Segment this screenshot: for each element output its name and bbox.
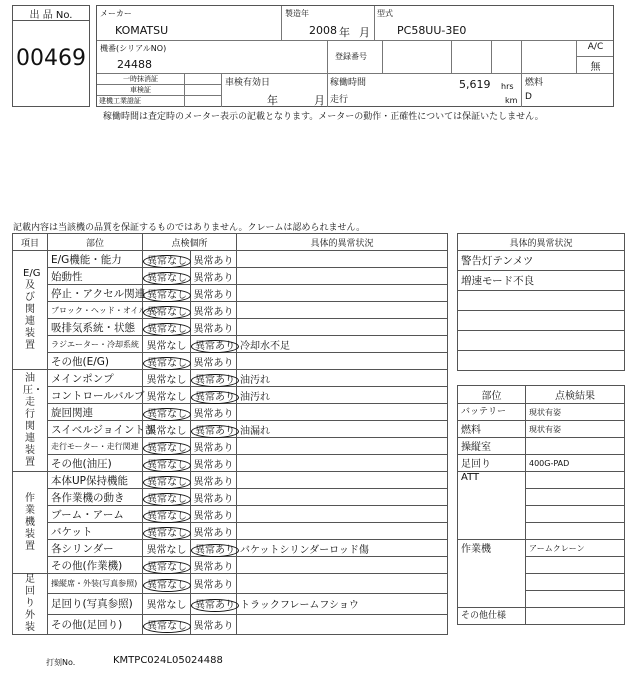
detail-note (237, 472, 448, 489)
hours-value: 5,619 (459, 78, 491, 91)
detail-note (237, 523, 448, 540)
table-row (13, 438, 448, 455)
quality-disclaimer: 記載内容は当該機の品質を保証するものではありません。クレームは認められません。 (13, 223, 366, 233)
result-row (458, 421, 625, 438)
ac-value: 無 (590, 62, 601, 73)
result-part: 足回り (458, 455, 526, 472)
part-name: 走行モーター・走行関連 (48, 438, 143, 455)
option-label: 異常あり (193, 527, 234, 539)
result-value (526, 591, 625, 608)
detail-note (237, 506, 448, 523)
result-table (457, 385, 625, 625)
maker-label: メーカー (100, 9, 132, 18)
abnormal-text (458, 291, 625, 311)
table-row (13, 353, 448, 370)
option-abnormal (191, 489, 237, 506)
part-name: ラジエーター・冷却系統 (48, 336, 143, 353)
part-name: その他(油圧) (48, 455, 143, 472)
option-abnormal (191, 472, 237, 489)
category-label: 油圧・走行関連装置 (13, 370, 48, 472)
option-label: 異常なし (143, 459, 191, 472)
option-label: 異常あり (193, 442, 234, 454)
option-normal (143, 438, 191, 455)
col-item: 項目 (13, 234, 48, 251)
table-row (13, 472, 448, 489)
part-name: ブロック・ヘッド・オイルパン (48, 302, 143, 319)
option-label: 異常なし (143, 289, 191, 302)
option-abnormal (191, 557, 237, 574)
travel-unit: km (505, 96, 518, 105)
option-label: 異常なし (146, 425, 187, 437)
option-label: 異常あり (191, 544, 239, 557)
cert-temp-deregistration: 一時抹消証 (123, 75, 158, 83)
option-abnormal (191, 574, 237, 594)
fuel-label: 燃料 (525, 78, 544, 88)
table-row (13, 523, 448, 540)
table-row (13, 455, 448, 472)
option-abnormal (191, 506, 237, 523)
abnormal-text (458, 331, 625, 351)
table-row (13, 387, 448, 404)
option-normal (143, 353, 191, 370)
option-label: 異常あり (193, 493, 234, 505)
option-label: 異常なし (143, 620, 191, 633)
option-abnormal (191, 523, 237, 540)
table-row (13, 268, 448, 285)
option-normal (143, 370, 191, 387)
part-name: その他(作業機) (48, 557, 143, 574)
part-name: 停止・アクセル関連 (48, 285, 143, 302)
cert-inspection: 車検証 (130, 86, 151, 94)
hours-label: 稼働時間 (330, 78, 367, 88)
result-row (458, 455, 625, 472)
table-row (13, 574, 448, 594)
option-label: 異常なし (143, 561, 191, 574)
result-value (526, 574, 625, 591)
result-value: 400G-PAD (526, 455, 625, 472)
option-label: 異常あり (193, 357, 234, 369)
option-label: 異常あり (191, 391, 239, 404)
part-name: その他(E/G) (48, 353, 143, 370)
option-normal (143, 594, 191, 614)
option-label: 異常あり (193, 561, 234, 573)
option-abnormal (191, 268, 237, 285)
option-label: 異常なし (143, 408, 191, 421)
detail-note (237, 285, 448, 302)
result-part: 作業機 (458, 540, 526, 608)
result-value (526, 557, 625, 574)
table-row (13, 557, 448, 574)
detail-note: 油漏れ (237, 421, 448, 438)
category-label: 足回り外装 (13, 574, 48, 635)
serial-value: 24488 (117, 58, 152, 71)
part-name: その他(足回り) (48, 614, 143, 634)
option-label: 異常あり (193, 323, 234, 335)
registration-label: 登録番号 (335, 52, 367, 61)
option-abnormal (191, 370, 237, 387)
option-label: 異常あり (193, 476, 234, 488)
part-name: メインポンプ (48, 370, 143, 387)
option-label: 異常なし (146, 374, 187, 386)
option-label: 異常なし (143, 442, 191, 455)
result-col-result: 点検結果 (526, 386, 625, 404)
option-normal (143, 387, 191, 404)
detail-note (237, 438, 448, 455)
option-label: 異常あり (193, 510, 234, 522)
inspection-year-unit: 年 (267, 94, 278, 107)
option-normal (143, 523, 191, 540)
option-label: 異常あり (193, 289, 234, 301)
table-row (13, 540, 448, 557)
option-normal (143, 421, 191, 438)
abnormal-text: 警告灯テンメツ (458, 251, 625, 271)
detail-note (237, 455, 448, 472)
detail-note: トラックフレームフショウ (237, 594, 448, 614)
hours-disclaimer: 稼働時間は査定時のメーター表示の記載となります。メーターの動作・正確性については保証いたしません。 (103, 112, 544, 122)
detail-note: 油汚れ (237, 387, 448, 404)
result-row (458, 472, 625, 489)
option-abnormal (191, 285, 237, 302)
detail-note (237, 319, 448, 336)
option-abnormal (191, 319, 237, 336)
result-part: その他仕様 (458, 608, 526, 625)
option-abnormal (191, 421, 237, 438)
fuel-value: D (525, 92, 532, 102)
result-part: ATT (458, 472, 526, 540)
part-name: E/G機能・能力 (48, 251, 143, 268)
option-normal (143, 268, 191, 285)
part-name: 各シリンダー (48, 540, 143, 557)
ac-label: A/C (587, 42, 604, 52)
hours-unit: hrs (501, 82, 514, 91)
category-label: E/G及び関連装置 (13, 251, 48, 370)
result-row (458, 608, 625, 625)
col-details: 具体的異常状況 (237, 234, 448, 251)
abnormal-row (458, 251, 625, 271)
inspection-date-label: 車検有効日 (225, 78, 271, 88)
result-value (526, 472, 625, 489)
lot-label: 出 品 No. (13, 6, 89, 21)
table-row (13, 370, 448, 387)
option-normal (143, 557, 191, 574)
lot-number: 00469 (16, 46, 86, 71)
option-label: 異常あり (191, 340, 239, 353)
table-row (13, 336, 448, 353)
option-normal (143, 251, 191, 268)
result-value (526, 506, 625, 523)
option-normal (143, 574, 191, 594)
option-label: 異常なし (143, 493, 191, 506)
result-col-part: 部位 (458, 386, 526, 404)
option-label: 異常あり (193, 408, 234, 420)
model-label: 型式 (377, 9, 393, 18)
lot-number-box (12, 5, 90, 107)
abnormal-row (458, 271, 625, 291)
table-row (13, 594, 448, 614)
abnormal-text (458, 351, 625, 371)
year-label: 製造年 (285, 9, 309, 18)
table-row (13, 251, 448, 268)
model-value: PC58UU-3E0 (397, 24, 467, 37)
abnormal-row (458, 331, 625, 351)
part-name: 操縦席・外装(写真参照) (48, 574, 143, 594)
col-check: 点検個所 (143, 234, 237, 251)
option-label: 異常あり (193, 620, 234, 632)
result-value (526, 438, 625, 455)
option-label: 異常なし (146, 544, 187, 556)
option-normal (143, 614, 191, 634)
part-name: 足回り(写真参照) (48, 594, 143, 614)
abnormal-text (458, 311, 625, 331)
option-label: 異常あり (193, 306, 234, 318)
detail-note (237, 557, 448, 574)
detail-note (237, 404, 448, 421)
option-label: 異常あり (191, 599, 239, 612)
abnormal-header: 具体的異常状況 (458, 234, 625, 251)
abnormal-text: 増速モード不良 (458, 271, 625, 291)
option-abnormal (191, 594, 237, 614)
option-label: 異常なし (143, 323, 191, 336)
option-normal (143, 404, 191, 421)
table-row (13, 421, 448, 438)
vehicle-info-box (96, 5, 614, 107)
year-unit: 年 (339, 26, 350, 39)
col-part: 部位 (48, 234, 143, 251)
option-normal (143, 285, 191, 302)
option-abnormal (191, 455, 237, 472)
option-normal (143, 506, 191, 523)
result-value (526, 523, 625, 540)
stamp-number: KMTPC024L05024488 (113, 655, 223, 666)
option-label: 異常あり (193, 255, 234, 267)
detail-note: バケットシリンダーロッド傷 (237, 540, 448, 557)
detail-note (237, 251, 448, 268)
cert-construction: 建機工業證証 (99, 97, 141, 105)
table-row (13, 285, 448, 302)
part-name: 各作業機の動き (48, 489, 143, 506)
result-value: 現状有姿 (526, 404, 625, 421)
abnormal-row (458, 291, 625, 311)
travel-label: 走行 (330, 95, 349, 105)
option-normal (143, 472, 191, 489)
result-value (526, 489, 625, 506)
option-normal (143, 455, 191, 472)
stamp-label: 打刻No. (46, 658, 76, 667)
option-label: 異常あり (193, 459, 234, 471)
part-name: スイベルジョイント部 (48, 421, 143, 438)
option-abnormal (191, 614, 237, 634)
category-label: 作業機装置 (13, 472, 48, 574)
option-normal (143, 302, 191, 319)
part-name: 吸排気系統・状態 (48, 319, 143, 336)
option-label: 異常なし (143, 579, 191, 592)
detail-note: 冷却水不足 (237, 336, 448, 353)
result-row (458, 404, 625, 421)
option-label: 異常なし (143, 476, 191, 489)
month-unit: 月 (359, 26, 370, 39)
table-row (13, 319, 448, 336)
detail-note: 油汚れ (237, 370, 448, 387)
option-abnormal (191, 387, 237, 404)
option-abnormal (191, 353, 237, 370)
serial-label: 機番(シリアルNO) (100, 44, 167, 53)
option-label: 異常なし (146, 340, 187, 352)
detail-note (237, 353, 448, 370)
inspection-table (12, 233, 448, 635)
option-label: 異常なし (143, 272, 191, 285)
maker-value: KOMATSU (115, 24, 169, 37)
detail-note (237, 574, 448, 594)
option-label: 異常なし (143, 527, 191, 540)
option-label: 異常あり (193, 580, 234, 592)
option-abnormal (191, 336, 237, 353)
option-abnormal (191, 438, 237, 455)
part-name: バケット (48, 523, 143, 540)
option-label: 異常なし (146, 600, 187, 612)
result-part: バッテリー (458, 404, 526, 421)
part-name: コントロールバルブ (48, 387, 143, 404)
table-row (13, 614, 448, 634)
result-value: アームクレーン (526, 540, 625, 557)
option-abnormal (191, 302, 237, 319)
table-row (13, 404, 448, 421)
option-normal (143, 336, 191, 353)
option-label: 異常なし (146, 391, 187, 403)
result-part: 燃料 (458, 421, 526, 438)
option-label: 異常なし (143, 306, 191, 319)
result-value (526, 608, 625, 625)
option-label: 異常なし (143, 255, 191, 268)
part-name: ブーム・アーム (48, 506, 143, 523)
table-row (13, 302, 448, 319)
result-part: 操縦室 (458, 438, 526, 455)
abnormal-row (458, 351, 625, 371)
result-row (458, 438, 625, 455)
detail-note (237, 268, 448, 285)
part-name: 本体UP保持機能 (48, 472, 143, 489)
option-abnormal (191, 404, 237, 421)
table-row (13, 506, 448, 523)
detail-note (237, 302, 448, 319)
detail-note (237, 489, 448, 506)
option-label: 異常あり (191, 374, 239, 387)
inspection-month-unit: 月 (314, 94, 325, 107)
part-name: 始動性 (48, 268, 143, 285)
option-abnormal (191, 251, 237, 268)
option-label: 異常あり (193, 272, 234, 284)
option-label: 異常なし (143, 510, 191, 523)
option-label: 異常あり (191, 425, 239, 438)
part-name: 旋回関連 (48, 404, 143, 421)
option-label: 異常なし (143, 357, 191, 370)
option-normal (143, 319, 191, 336)
detail-note (237, 614, 448, 634)
result-row (458, 540, 625, 557)
option-normal (143, 489, 191, 506)
option-abnormal (191, 540, 237, 557)
abnormal-row (458, 311, 625, 331)
table-row (13, 489, 448, 506)
option-normal (143, 540, 191, 557)
abnormal-table (457, 233, 625, 371)
result-value: 現状有姿 (526, 421, 625, 438)
year-value: 2008 (309, 24, 337, 37)
